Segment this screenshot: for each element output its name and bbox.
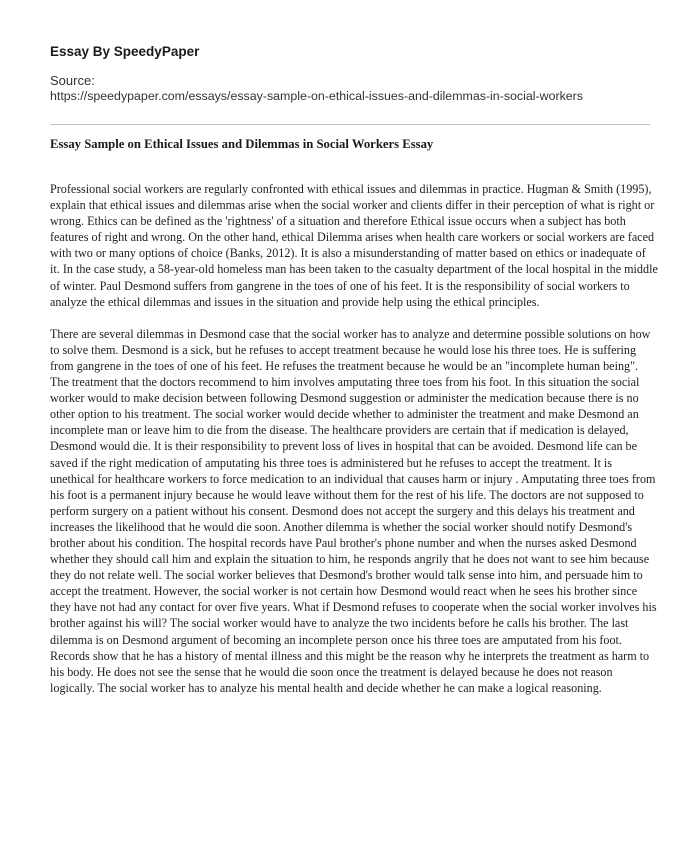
source-url: https://speedypaper.com/essays/essay-sample-on-ethical-issues-and-dilemmas-in-social-workers bbox=[50, 89, 584, 103]
paragraph-1: Professional social workers are regularly confronted with ethical issues and dilemmas in practice. Hugman & Smith (1995), explain that ethical issues and dilemmas arise when the social worker and clients differ in their perception of what is right or wrong. Ethics can be defined as the 'rightness' of a situation and therefore Ethical issue occurs when a subject has both features of right and wrong. On the other hand, ethical Dilemma arises when health care workers or social workers are faced with two or many options of choice (Banks, 2012). It is also a misunderstanding of matter based on ethics or inadequate of it. In the case study, a 58-year-old homeless man has been taken to the casualty department of the local hospital in the middle of winter. Paul Desmond suffers from gangrene in the toes of one of his feet. It is the responsibility of social workers to analyze the ethical dilemmas and issues in the situation and provide help using the ethical principles. bbox=[50, 182, 658, 309]
essay-body bbox=[50, 181, 658, 712]
brand-heading: Essay By SpeedyPaper bbox=[50, 44, 200, 59]
divider bbox=[50, 124, 650, 125]
essay-title: Essay Sample on Ethical Issues and Dilemmas in Social Workers Essay bbox=[50, 137, 434, 151]
source-label: Source: bbox=[50, 73, 95, 88]
paragraph-2: There are several dilemmas in Desmond case that the social worker has to analyze and determine possible solutions on how to solve them. Desmond is a sick, but he refuses to accept treatment because he would lose his three toes. He is suffering from gangrene in the toes of one of his feet. He refuses the treatment because he would be an "incomplete human being". The treatment that the doctors recommend to him involves amputating three toes from his foot. In this situation the social worker would to make decision between following Desmond suggestion or administer the medication because there is no other option to his treatment. The social worker would decide whether to administer the treatment and make Desmond an incomplete man or leave him to die from the disease. The healthcare providers are certain that if medication is delayed, Desmond would die. It is their responsibility to prevent loss of lives in hospital that can be avoided. Desmond life can be saved if the right medication of amputating his three toes is administered but he refuses to accept the treatment. It is unethical for healthcare workers to force medication to an individual that causes harm or injury . Amputating three toes from his foot is a permanent injury because he would leave without them for the rest of his life. The doctors are not supposed to perform surgery on a patient without his consent. Desmond does not accept the surgery and this delays his treatment and increases the likelihood that he would die soon. Another dilemma is whether the social worker should notify Desmond's brother about his condition. The hospital records have Paul brother's phone number and when the nurses asked Desmond whether they should call him and explain the situation to him, he responds angrily that he does not want to see him because they do not relate well. The social worker believes that Desmond's brother would talk sense into him, and persuade him to accept the treatment. However, the social worker is not certain how Desmond would react when he sees his brother since they have not had any contact for over five years. What if Desmond refuses to cooperate when the social worker involves his brother against his will? The social worker would have to analyze the two incidents before he calls his brother. The last dilemma is on Desmond argument of becoming an incomplete person once his three toes are amputated from his foot. Records show that he has a history of mental illness and this might be the reason why he interprets the treatment as harm to his body. He does not see the sense that he would die soon once the treatment is delayed because he does not reason logically. The social worker has to analyze his mental health and decide whether he can make a logical reasoning. bbox=[50, 326, 657, 695]
